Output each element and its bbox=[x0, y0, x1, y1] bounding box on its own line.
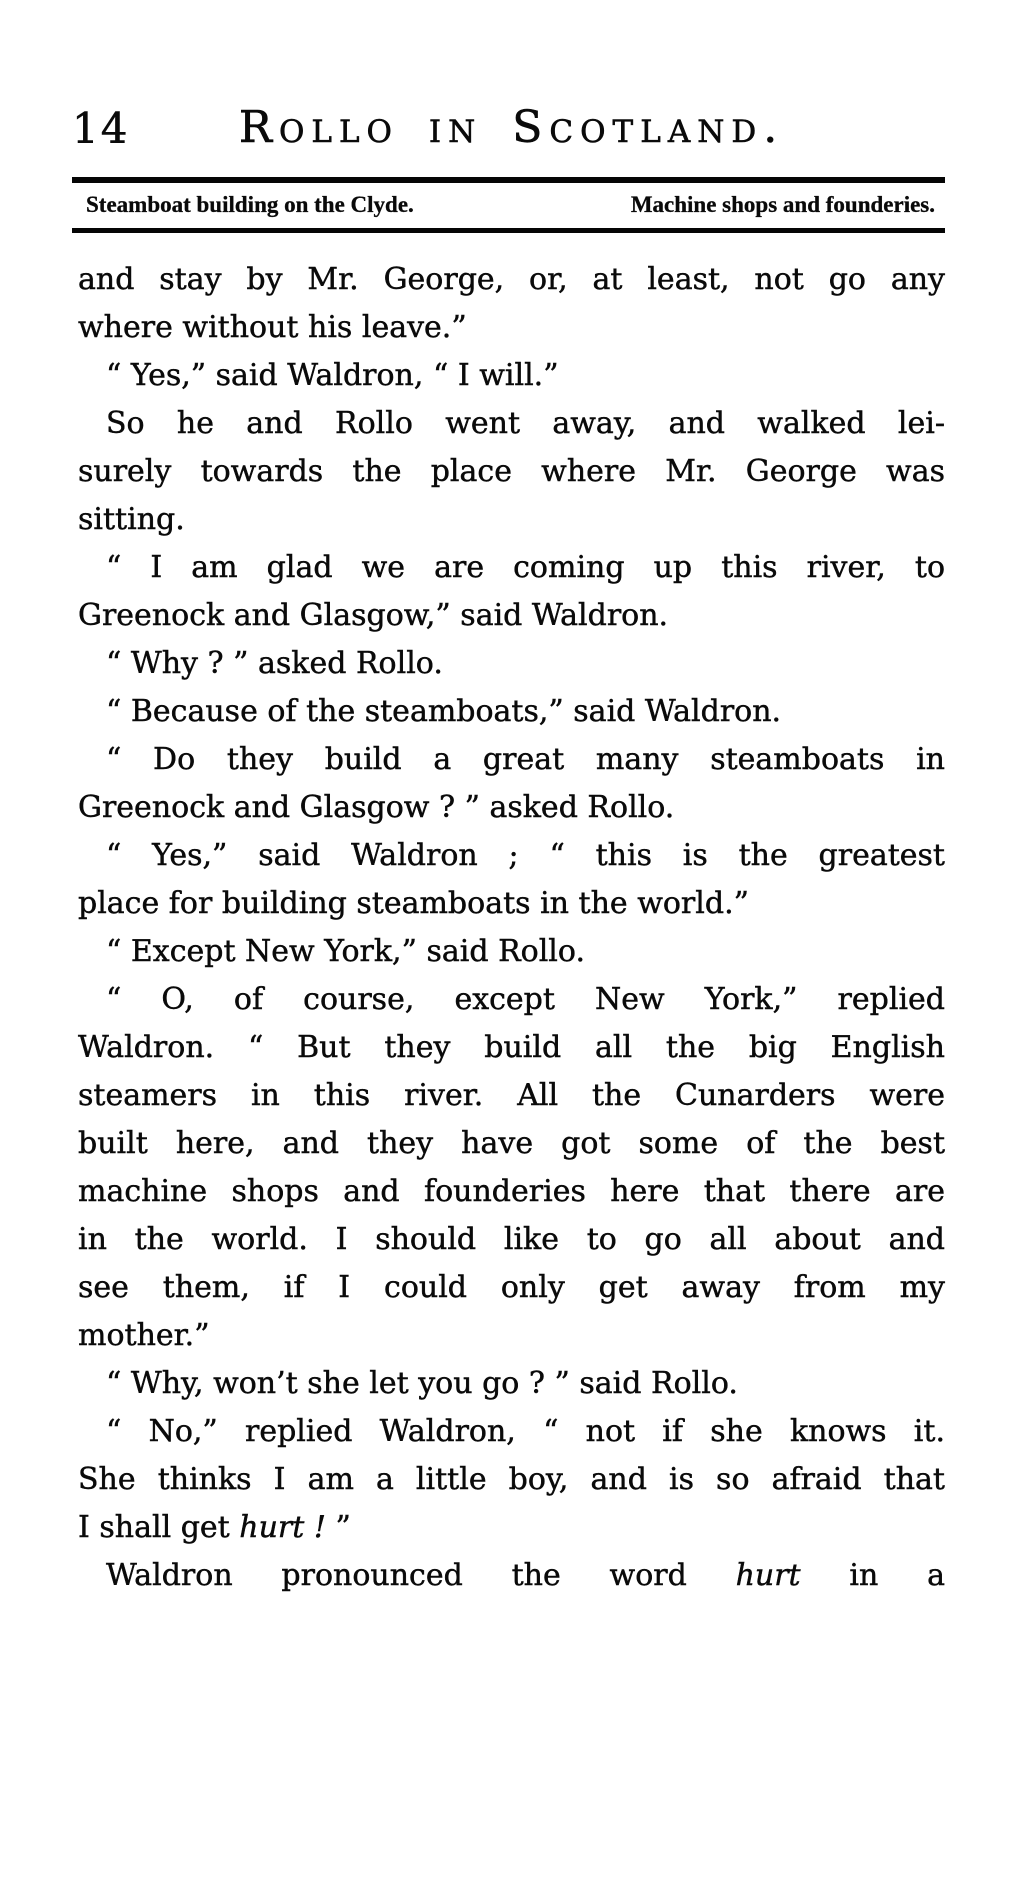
text-line bbox=[78, 1120, 945, 1168]
text-line bbox=[78, 1408, 945, 1456]
text-segment: “ Except New York,” said Rollo. bbox=[106, 934, 585, 969]
text-line bbox=[78, 880, 945, 928]
running-head-right: Machine shops and founderies. bbox=[630, 192, 935, 217]
text-segment: “ Yes,” said Waldron, “ I will.” bbox=[106, 358, 559, 393]
text-segment: in a bbox=[800, 1558, 945, 1593]
text-line bbox=[78, 688, 945, 736]
text-segment: “ Yes,” said Waldron ; “ this is the greatest bbox=[106, 838, 945, 873]
text-segment: Greenock and Glasgow,” said Waldron. bbox=[78, 598, 669, 633]
text-line bbox=[78, 1216, 945, 1264]
text-line bbox=[78, 976, 945, 1024]
text-segment: Waldron. “ But they build all the big English bbox=[78, 1030, 945, 1065]
text-line bbox=[78, 1456, 945, 1504]
text-segment: steamers in this river. All the Cunarders were bbox=[78, 1078, 945, 1113]
text-segment: So he and Rollo went away, and walked lei- bbox=[106, 406, 945, 441]
text-line bbox=[78, 1504, 945, 1552]
text-line bbox=[78, 1264, 945, 1312]
text-segment: “ Do they build a great many steamboats in bbox=[106, 742, 945, 777]
text-line bbox=[78, 496, 945, 544]
running-head-left: Steamboat building on the Clyde. bbox=[86, 192, 414, 217]
text-line bbox=[78, 256, 945, 304]
text-line bbox=[78, 304, 945, 352]
text-line bbox=[78, 736, 945, 784]
text-line bbox=[78, 832, 945, 880]
text-segment: built here, and they have got some of the best bbox=[78, 1126, 945, 1161]
text-line bbox=[78, 640, 945, 688]
text-line bbox=[78, 1024, 945, 1072]
text-segment: “ Why, won’t she let you go ? ” said Rollo. bbox=[106, 1366, 738, 1401]
page-title: Rollo in Scotland. bbox=[238, 102, 785, 153]
text-line bbox=[78, 1072, 945, 1120]
text-segment: “ I am glad we are coming up this river, to bbox=[106, 550, 945, 585]
header-rule-bottom bbox=[72, 228, 945, 233]
text-line bbox=[78, 592, 945, 640]
text-line bbox=[78, 1312, 945, 1360]
running-heads bbox=[86, 190, 935, 220]
italic-text-segment: hurt ! bbox=[239, 1510, 326, 1545]
page-number: 14 bbox=[72, 104, 130, 153]
text-segment: “ O, of course, except New York,” replied bbox=[106, 982, 945, 1017]
text-segment: I shall get bbox=[78, 1510, 240, 1545]
text-segment: machine shops and founderies here that there are bbox=[78, 1174, 945, 1209]
text-segment: “ Why ? ” asked Rollo. bbox=[106, 646, 443, 681]
text-line bbox=[78, 1360, 945, 1408]
text-segment: in the world. I should like to go all about and bbox=[78, 1222, 945, 1257]
text-segment: “ Because of the steamboats,” said Waldron. bbox=[106, 694, 782, 729]
text-segment: mother.” bbox=[78, 1318, 210, 1353]
text-segment: place for building steamboats in the world.” bbox=[78, 886, 749, 921]
text-segment: surely towards the place where Mr. George was bbox=[78, 454, 945, 489]
text-segment: sitting. bbox=[78, 502, 185, 537]
text-line bbox=[78, 928, 945, 976]
text-segment: see them, if I could only get away from my bbox=[78, 1270, 945, 1305]
text-line bbox=[78, 544, 945, 592]
italic-text-segment: hurt bbox=[735, 1558, 801, 1593]
text-line bbox=[78, 448, 945, 496]
text-line bbox=[78, 784, 945, 832]
text-line bbox=[78, 400, 945, 448]
text-segment: Waldron pronounced the word bbox=[106, 1558, 736, 1593]
text-segment: “ No,” replied Waldron, “ not if she knows it. bbox=[106, 1414, 945, 1449]
text-line bbox=[78, 1552, 945, 1600]
body-text bbox=[78, 256, 945, 1600]
text-line bbox=[78, 352, 945, 400]
header-rule-top bbox=[72, 177, 945, 183]
text-segment: Greenock and Glasgow ? ” asked Rollo. bbox=[78, 790, 675, 825]
text-segment: and stay by Mr. George, or, at least, not go any bbox=[78, 262, 945, 297]
page-header bbox=[72, 102, 945, 153]
text-line bbox=[78, 1168, 945, 1216]
text-segment: where without his leave.” bbox=[78, 310, 467, 345]
text-segment: ” bbox=[325, 1510, 351, 1545]
text-segment: She thinks I am a little boy, and is so afraid that bbox=[78, 1462, 945, 1497]
